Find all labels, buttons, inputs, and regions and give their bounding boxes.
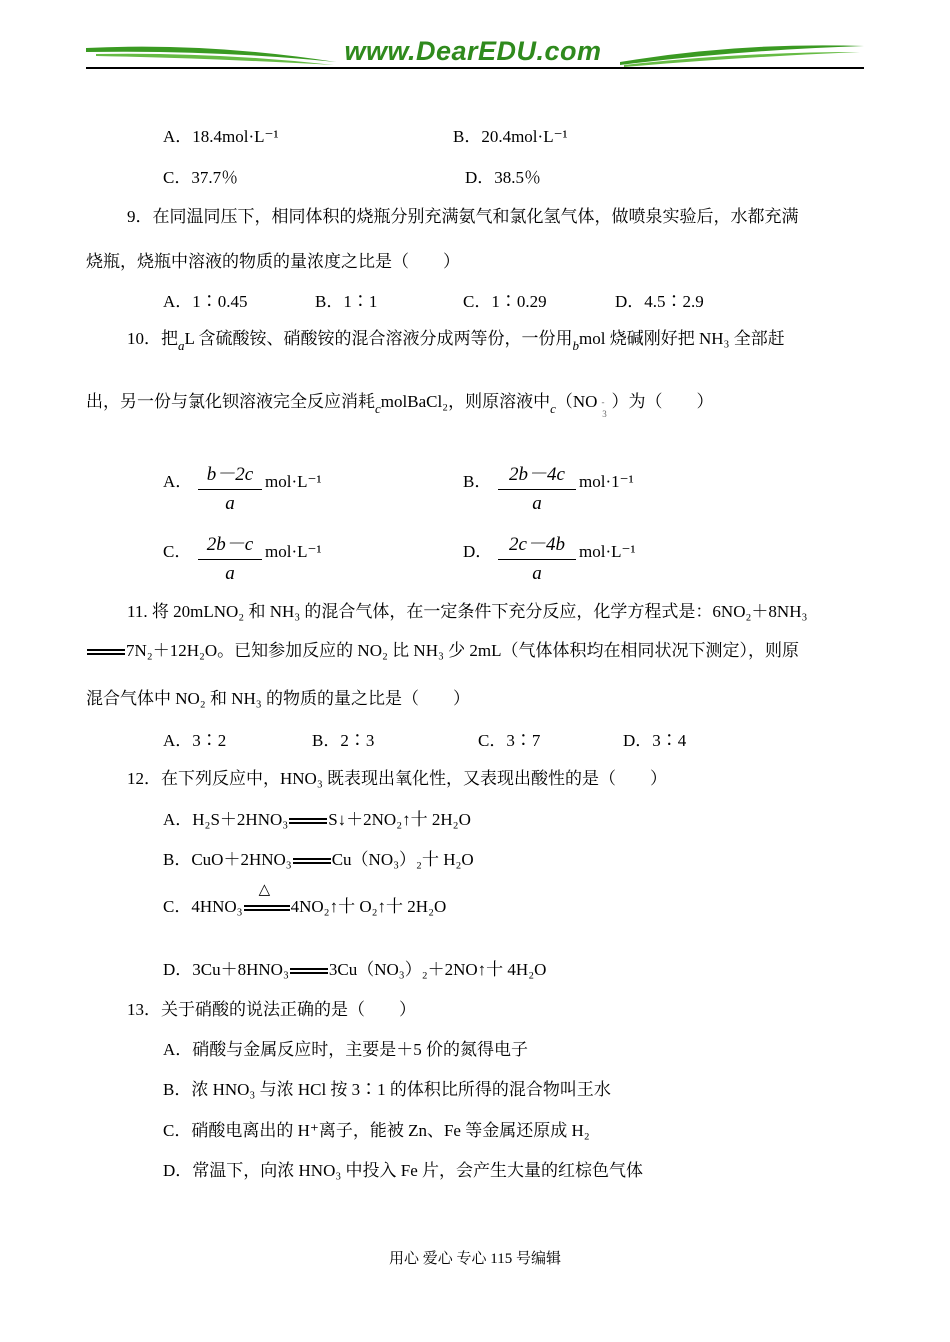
q10-num: 10．把 [127, 329, 178, 348]
q10-b-denominator: a [532, 493, 542, 514]
q9-stem-line1: 9．在同温同压下，相同体积的烧瓶分别充满氨气和氯化氢气体，做喷泉实验后，水都充满 [127, 207, 799, 226]
reaction-equals-sign [87, 649, 125, 655]
q10-stem-line1 [127, 329, 785, 354]
q11-line2-text: 7N₂＋12H₂O。已知参加反应的 NO₂ 比 NH₃ 少 2mL（气体体积均在相同状况下测定），则原 [126, 641, 800, 660]
q13-option-d: D．常温下，向浓 HNO₃ 中投入 Fe 片，会产生大量的红棕色气体 [163, 1161, 644, 1180]
q12-option-c [163, 882, 447, 917]
q10-option-b-fraction [498, 459, 576, 515]
q12-d-left: D．3Cu＋8HNO₃ [163, 960, 289, 979]
q13-option-b: B．浓 HNO₃ 与浓 HCl 按 3∶1 的体积比所得的混合物叫王水 [163, 1080, 611, 1099]
q10-c-numerator: 2b－c [206, 534, 254, 555]
q8-option-d: D．38.5％ [465, 168, 542, 187]
q11-option-a: A．3∶2 [163, 731, 227, 750]
q10-option-a-unit: mol·L⁻¹ [265, 472, 322, 491]
q12-option-a [163, 810, 471, 830]
q10-stem-line2 [86, 392, 713, 417]
q10-var-a: a [178, 338, 185, 353]
q10-line2-part4: ）为（ ） [611, 392, 714, 411]
q9-option-d: D．4.5∶2.9 [615, 292, 704, 311]
q8-option-a: A．18.4mol·L⁻¹ [163, 127, 279, 146]
q10-var-b: b [572, 338, 580, 353]
header-rule [86, 67, 864, 69]
q10-a-denominator: a [225, 493, 235, 514]
q10-var-c: c [375, 401, 381, 416]
page-footer: 用心 爱心 专心 115 号编辑 [389, 1251, 561, 1267]
header-swoosh-left [86, 40, 336, 68]
q10-option-d-label: D． [463, 542, 493, 561]
q10-option-c-unit: mol·L⁻¹ [265, 542, 322, 561]
q12-b-right: Cu（NO₃）₂十 H₂O [331, 850, 474, 869]
q11-option-c: C．3∶7 [478, 731, 541, 750]
q12-d-right: 3Cu（NO₃）₂＋2NO↑十 4H₂O [328, 960, 547, 979]
q10-option-c-fraction [198, 529, 262, 585]
q12-stem: 12．在下列反应中，HNO₃ 既表现出氧化性，又表现出酸性的是（ ） [127, 769, 668, 788]
q10-line2-part2: molBaCl₂，则原溶液中 [380, 392, 551, 411]
q10-c-denominator: a [225, 563, 235, 584]
heat-condition-symbol: △ [258, 882, 271, 898]
q10-option-b-unit: mol·1⁻¹ [579, 472, 634, 491]
q10-d-denominator: a [532, 563, 542, 584]
q12-b-left: B．CuO＋2HNO₃ [163, 850, 292, 869]
q10-d-numerator: 2c－4b [509, 534, 565, 555]
header-swoosh-right [620, 40, 864, 68]
q10-option-d-fraction [498, 529, 576, 585]
q10-line2-part3: （NO [555, 392, 598, 411]
q10-option-b-label: B． [463, 472, 492, 491]
q8-option-b: B．20.4mol·L⁻¹ [453, 127, 568, 146]
q8-option-c: C．37.7％ [163, 168, 239, 187]
site-logo: www.DearEDU.com [344, 36, 602, 66]
q13-option-a: A．硝酸与金属反应时，主要是＋5 价的氮得电子 [163, 1040, 529, 1059]
q9-option-b: B．1∶1 [315, 292, 378, 311]
reaction-equals-sign [293, 858, 331, 864]
q12-option-b [163, 850, 474, 870]
q13-stem: 13．关于硝酸的说法正确的是（ ） [127, 1000, 416, 1019]
q10-part2: mol 烧碱刚好把 NH₃ 全部赶 [579, 329, 785, 348]
q10-var-c2: c [550, 401, 556, 416]
q10-no3-sub: 3 [602, 409, 607, 419]
q10-line2-part1: 出，另一份与氯化钡溶液完全反应消耗 [86, 392, 375, 411]
q10-a-numerator: b－2c [206, 464, 254, 485]
q10-no3-sup: - [601, 397, 605, 407]
q12-a-right: S↓＋2NO₂↑十 2H₂O [328, 810, 471, 829]
q12-c-left: C．4HNO₃ [163, 897, 243, 916]
q11-stem-line2 [86, 641, 799, 661]
q9-option-a: A．1∶0.45 [163, 292, 248, 311]
q10-b-numerator: 2b－4c [509, 464, 565, 485]
q12-c-right: 4NO₂↑十 O₂↑十 2H₂O [290, 897, 447, 916]
q13-option-c: C．硝酸电离出的 H⁺离子，能被 Zn、Fe 等金属还原成 H₂ [163, 1121, 590, 1140]
q12-a-left: A．H₂S＋2HNO₃ [163, 810, 289, 829]
q11-option-b: B．2∶3 [312, 731, 375, 750]
q10-option-a-fraction [198, 459, 262, 515]
q11-stem-line1: 11. 将 20mLNO₂ 和 NH₃ 的混合气体，在一定条件下充分反应，化学方程式是：6NO₂＋8NH₃ [127, 602, 808, 621]
reaction-equals-sign [289, 818, 327, 824]
q12-option-d [163, 960, 546, 980]
q11-option-d: D．3∶4 [623, 731, 687, 750]
q10-option-a-label: A． [163, 472, 193, 491]
reaction-equals-sign [290, 968, 328, 974]
q9-option-c: C．1∶0.29 [463, 292, 547, 311]
q10-option-c-label: C． [163, 542, 192, 561]
reaction-equals-sign [244, 905, 290, 911]
q9-stem-line2: 烧瓶，烧瓶中溶液的物质的量浓度之比是（ ） [86, 252, 460, 271]
q11-stem-line3: 混合气体中 NO₂ 和 NH₃ 的物质的量之比是（ ） [86, 689, 470, 708]
q10-part1: L 含硫酸铵、硝酸铵的混合溶液分成两等份，一份用 [184, 329, 573, 348]
q10-option-d-unit: mol·L⁻¹ [579, 542, 636, 561]
